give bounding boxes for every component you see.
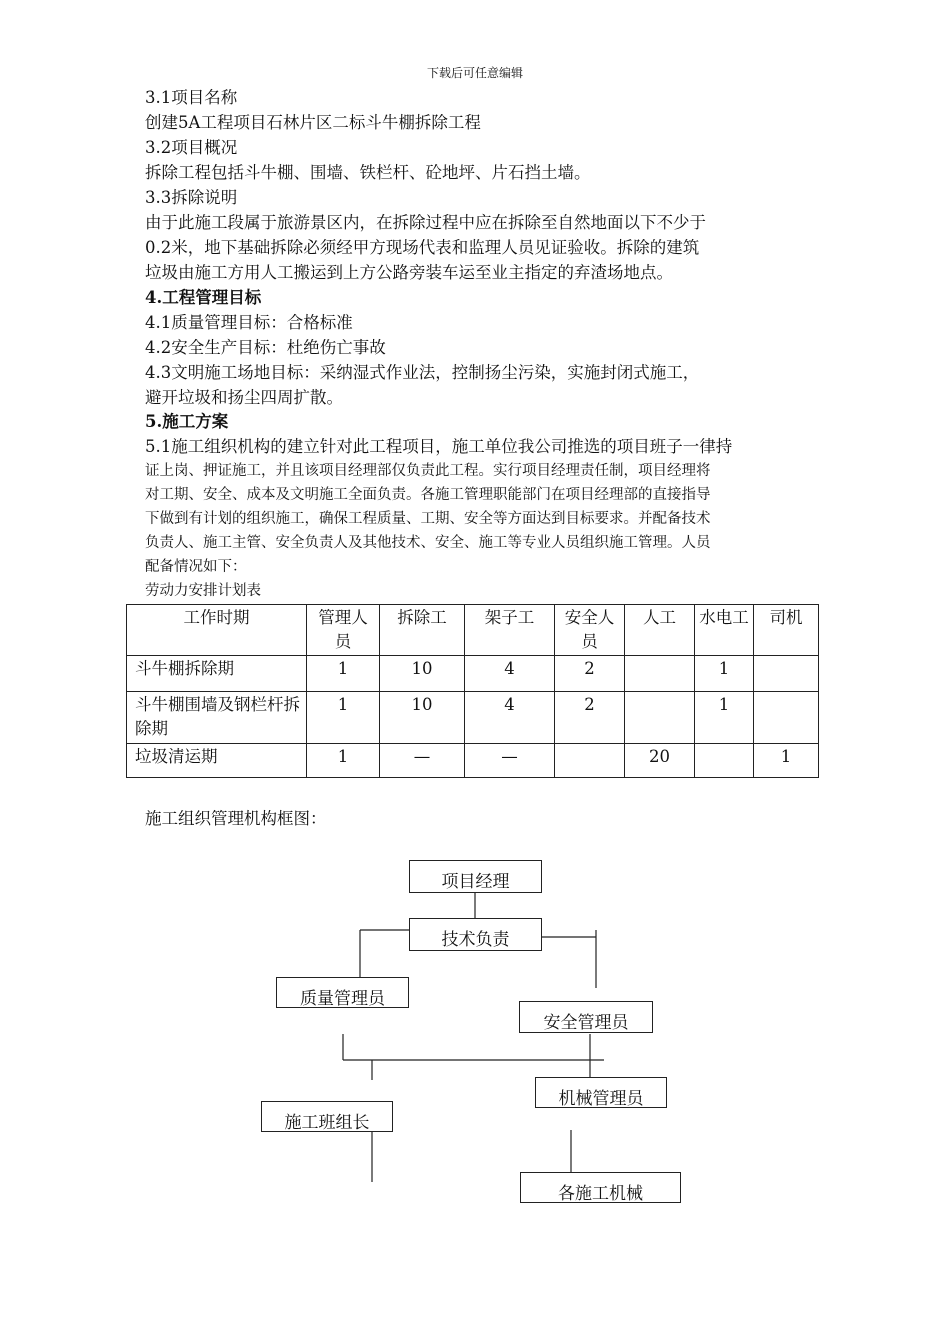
value-cell: — — [380, 744, 465, 778]
header-cell: 管理人员 — [307, 605, 380, 656]
page-header: 下载后可任意编辑 — [426, 66, 523, 80]
section-3-3-line-3: 垃圾由施工方用人工搬运到上方公路旁装车运至业主指定的弃渣场地点。 — [145, 263, 673, 282]
section-4-3-line-2: 避开垃圾和扬尘四周扩散。 — [145, 388, 343, 407]
section-5-1-line-1: 5.1施工组织机构的建立针对此工程项目，施工单位我公司推选的项目班子一律持 — [145, 437, 733, 456]
value-cell: 1 — [307, 744, 380, 778]
org-label: 施工班组长 — [284, 1113, 370, 1133]
header-cell: 人工 — [625, 605, 695, 656]
value-cell: 1 — [307, 656, 380, 692]
section-3-3-title: 3.3拆除说明 — [145, 188, 238, 207]
org-box-quality-manager — [276, 977, 409, 1008]
section-5-1-line-4: 下做到有计划的组织施工，确保工程质量、工期、安全等方面达到目标要求。并配备技术 — [145, 511, 711, 527]
org-label: 技术负责 — [441, 930, 510, 950]
period-cell: 垃圾清运期 — [127, 744, 307, 778]
header-cell: 拆除工 — [380, 605, 465, 656]
period-cell: 斗牛棚拆除期 — [127, 656, 307, 692]
org-label: 机械管理员 — [558, 1089, 644, 1109]
section-3-2-title: 3.2项目概况 — [145, 138, 238, 157]
header-cell: 安全人员 — [555, 605, 625, 656]
value-cell: 20 — [625, 744, 695, 778]
value-cell: 1 — [695, 692, 754, 744]
section-5-title: 5.施工方案 — [145, 412, 229, 431]
org-box-technical-lead — [409, 918, 542, 951]
header-cell: 架子工 — [465, 605, 555, 656]
org-label: 安全管理员 — [543, 1013, 629, 1033]
value-cell: 4 — [465, 656, 555, 692]
org-box-project-manager — [409, 860, 542, 893]
section-4-title: 4.工程管理目标 — [145, 288, 262, 307]
value-cell: 1 — [754, 744, 819, 778]
section-4-1: 4.1质量管理目标：合格标准 — [145, 313, 353, 332]
org-box-team-leader — [261, 1101, 393, 1132]
value-cell: 2 — [555, 656, 625, 692]
section-3-3-line-2: 0.2米，地下基础拆除必须经甲方现场代表和监理人员见证验收。拆除的建筑 — [145, 238, 700, 257]
org-label: 质量管理员 — [300, 989, 385, 1009]
value-cell: 1 — [307, 692, 380, 744]
section-3-3-line-1: 由于此施工段属于旅游景区内，在拆除过程中应在拆除至自然地面以下不少于 — [145, 213, 706, 232]
header-cell: 工作时期 — [127, 605, 307, 656]
section-5-1-line-2: 证上岗、押证施工，并且该项目经理部仅负责此工程。实行项目经理责任制，项目经理将 — [145, 463, 711, 479]
org-label: 各施工机械 — [558, 1184, 643, 1204]
org-box-machinery-manager — [535, 1077, 667, 1108]
section-4-3-line-1: 4.3文明施工场地目标：采纳湿式作业法，控制扬尘污染，实施封闭式施工， — [145, 363, 700, 382]
section-4-2: 4.2安全生产目标：杜绝伤亡事故 — [145, 338, 386, 357]
org-label: 项目经理 — [441, 872, 510, 892]
org-box-safety-manager — [519, 1001, 653, 1033]
value-cell: 10 — [380, 656, 465, 692]
section-5-1-line-6: 配备情况如下： — [145, 559, 247, 575]
value-cell: 1 — [695, 656, 754, 692]
section-3-1-text: 创建5A工程项目石林片区二标斗牛棚拆除工程 — [145, 113, 481, 132]
header-cell: 司机 — [754, 605, 819, 656]
section-3-2-text: 拆除工程包括斗牛棚、围墙、铁栏杆、砼地坪、片石挡土墙。 — [145, 163, 591, 182]
value-cell: — — [465, 744, 555, 778]
period-cell: 斗牛棚围墙及钢栏杆拆除期 — [127, 692, 307, 744]
value-cell: 2 — [555, 692, 625, 744]
section-5-1-line-5: 负责人、施工主管、安全负责人及其他技术、安全、施工等专业人员组织施工管理。人员 — [145, 535, 711, 551]
section-5-1-line-3: 对工期、安全、成本及文明施工全面负责。各施工管理职能部门在项目经理部的直接指导 — [145, 487, 711, 503]
section-3-1-title: 3.1项目名称 — [145, 88, 238, 107]
header-cell: 水电工 — [695, 605, 754, 656]
value-cell: 10 — [380, 692, 465, 744]
table-caption: 劳动力安排计划表 — [145, 583, 261, 599]
org-box-construction-machinery — [520, 1172, 681, 1203]
org-chart-caption: 施工组织管理机构框图： — [145, 809, 327, 828]
value-cell: 4 — [465, 692, 555, 744]
